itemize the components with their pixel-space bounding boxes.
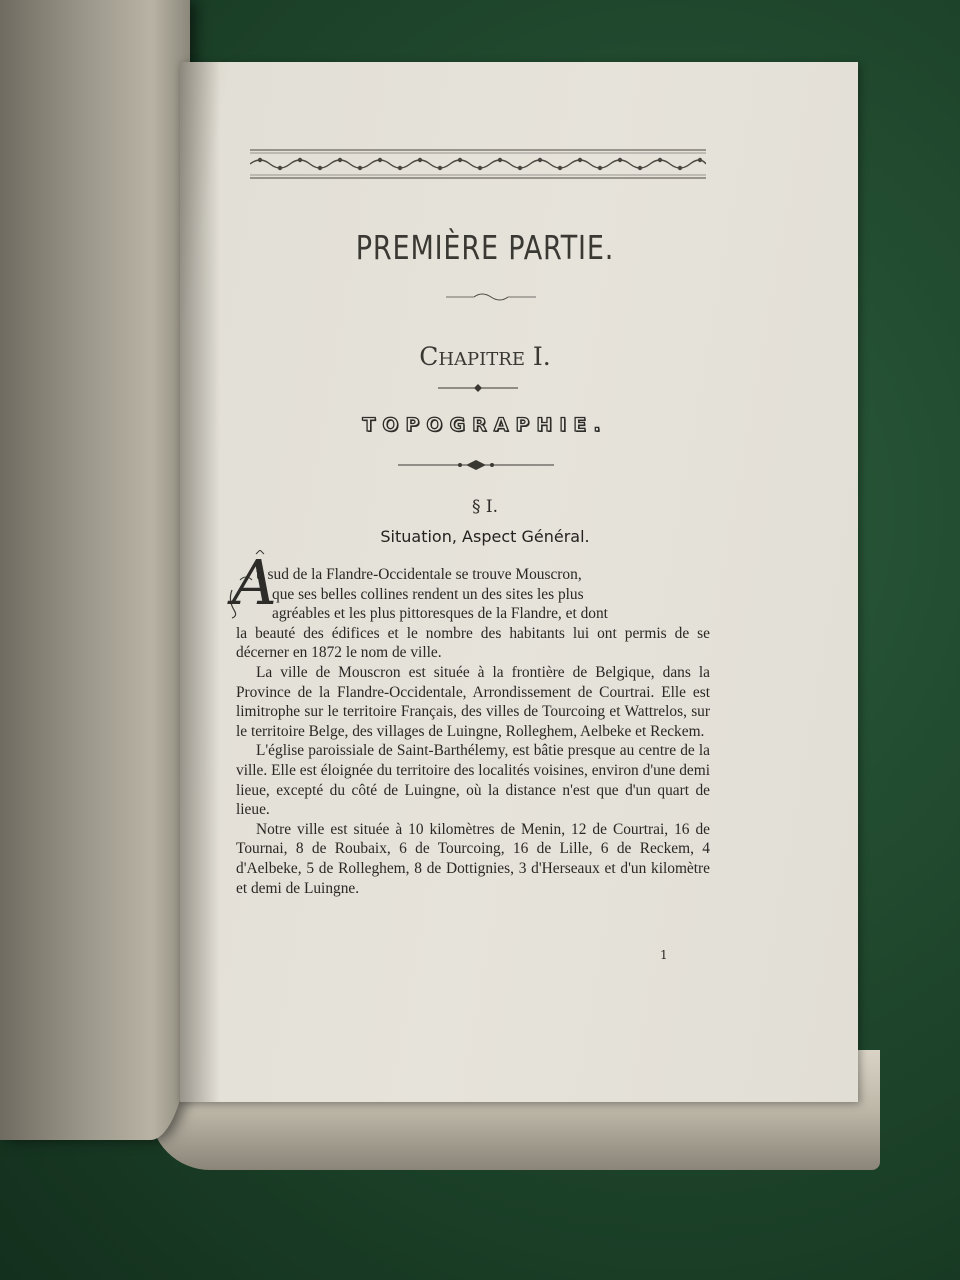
paragraph-3: L'église paroissiale de Saint-Barthélemy, est bâtie presque au centre de la ville. Elle est éloignée du territoire des localités voisines, environ d'une demi lieue, excepté du côté de Luingne, où la distance n'est que d'un quart de lieue. [236, 742, 710, 819]
left-page-curl [0, 0, 190, 1140]
topic-title: TOPOGRAPHIE. [362, 414, 608, 436]
paragraph-1-rest: la beauté des édifices et le nombre des habitants lui ont permis de se décerner en 1872 le nom de ville. [236, 624, 710, 662]
drop-cap: A [232, 546, 277, 619]
paragraph-1-line-3: agréables et les plus pittoresques de la Flandre, et dont [272, 605, 608, 623]
topic-divider [398, 458, 554, 472]
body-text [236, 565, 710, 898]
gutter-shadow [180, 62, 220, 1102]
paragraph-1 [236, 565, 710, 663]
part-title-ornament [446, 290, 536, 304]
page-number: 1 [660, 948, 668, 962]
chapter-divider [438, 382, 518, 394]
paragraph-2: La ville de Mouscron est située à la frontière de Belgique, dans la Province de la Flandre-Occidentale, Arrondissement de Courtrai. Elle est limitrophe sur le territoire Français, des villes de Tourcoing et Wattrelos, sur le territoire Belge, des villages de Luingne, Rolleghem, Aelbeke et Reckem. [236, 663, 710, 740]
paragraph-4: Notre ville est située à 10 kilomètres de Menin, 12 de Courtrai, 16 de Tournai, 8 de Roubaix, 6 de Tourcoing, 16 de Lille, 6 de Reckem, 4 d'Aelbeke, 5 de Rolleghem, 8 de Dottignies, 3 d'Herseaux et d'un kilomètre et demi de Luingne. [236, 820, 710, 897]
part-title: PREMIÈRE PARTIE. [355, 228, 615, 267]
chapter-title: Chapitre I. [419, 342, 551, 371]
paragraph-1-line-1: u sud de la Flandre-Occidentale se trouve Mouscron, [256, 566, 582, 583]
section-number: § I. [471, 497, 499, 517]
header-ornament-band [250, 146, 706, 182]
paragraph-1-line-2: que ses belles collines rendent un des sites les plus [272, 585, 584, 603]
section-title: Situation, Aspect Général. [380, 527, 590, 546]
